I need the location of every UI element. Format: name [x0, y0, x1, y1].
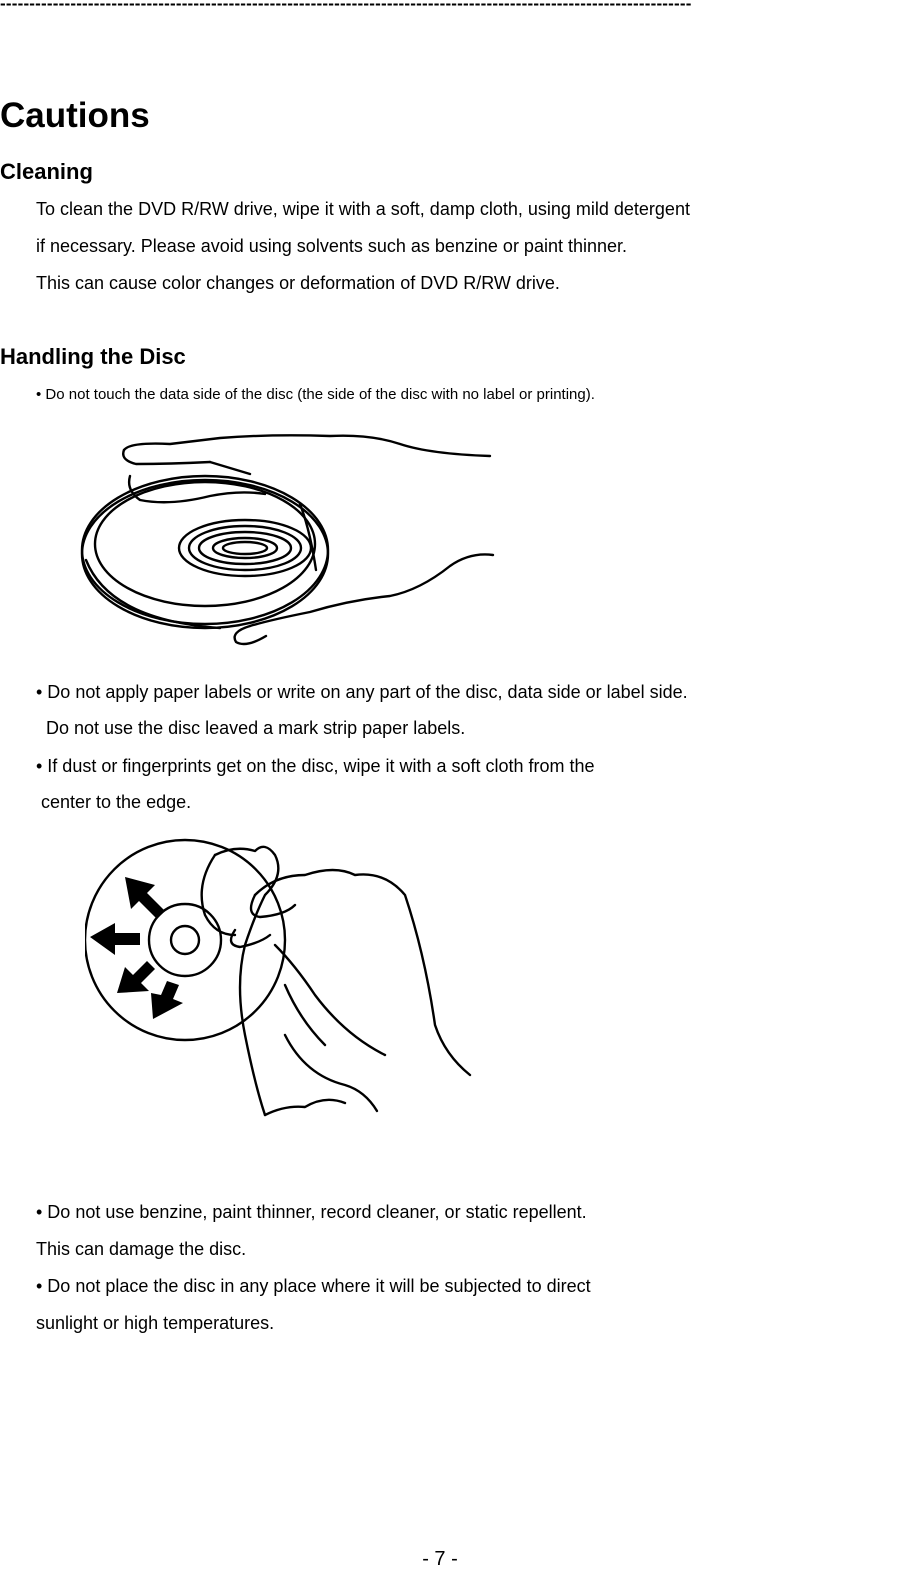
- page-title: Cautions: [0, 96, 150, 135]
- top-dashed-rule: ----------------------------------------------------------------------------------------------------------------------: [0, 0, 692, 13]
- sunlight-bullet-line-2: sunlight or high temperatures.: [36, 1313, 275, 1333]
- cleaning-line-1: To clean the DVD R/RW drive, wipe it with a soft, damp cloth, using mild detergent: [36, 199, 690, 219]
- sunlight-bullet-line-1: • Do not place the disc in any place where it will be subjected to direct: [36, 1276, 591, 1296]
- handling-heading: Handling the Disc: [0, 344, 186, 369]
- page-number: - 7 -: [422, 1548, 458, 1570]
- hand-wiping-disc-icon: [85, 835, 485, 1135]
- cleaning-line-2: if necessary. Please avoid using solvents such as benzine or paint thinner.: [36, 236, 628, 256]
- cleaning-heading: Cleaning: [0, 159, 93, 184]
- labels-bullet-line-1: • Do not apply paper labels or write on any part of the disc, data side or label side.: [36, 682, 688, 702]
- cleaning-line-3: This can cause color changes or deformation of DVD R/RW drive.: [36, 273, 560, 293]
- labels-bullet-line-2: Do not use the disc leaved a mark strip paper labels.: [36, 718, 466, 738]
- benzine-bullet-line-1: • Do not use benzine, paint thinner, record cleaner, or static repellent.: [36, 1202, 587, 1222]
- dust-bullet-line-1: • If dust or fingerprints get on the disc, wipe it with a soft cloth from the: [36, 756, 595, 776]
- hand-holding-disc-icon: [70, 420, 500, 660]
- benzine-bullet-line-2: This can damage the disc.: [36, 1239, 247, 1259]
- data-side-note: • Do not touch the data side of the disc (the side of the disc with no label or printing).: [36, 386, 595, 403]
- dust-bullet-line-2: center to the edge.: [36, 792, 192, 812]
